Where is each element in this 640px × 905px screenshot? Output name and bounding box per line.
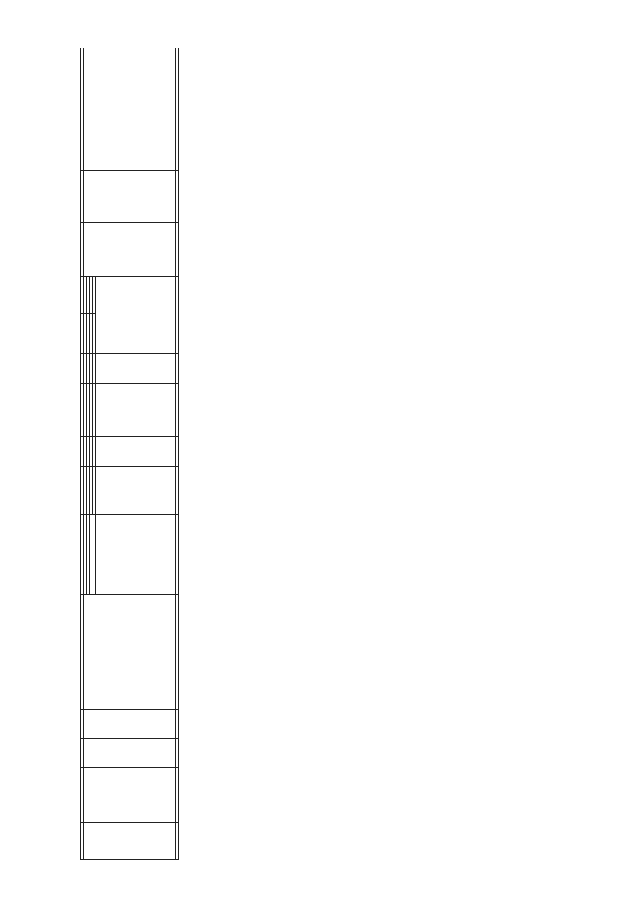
value-cell bbox=[96, 384, 176, 437]
norm-b-cell bbox=[84, 710, 176, 739]
district-cell bbox=[176, 823, 179, 860]
value-cell bbox=[96, 467, 176, 515]
rotated-table-area bbox=[80, 48, 640, 860]
value-cell bbox=[96, 437, 176, 467]
rate-cell bbox=[176, 171, 179, 223]
settlement-cell bbox=[84, 768, 176, 823]
service-name-cell bbox=[176, 515, 179, 595]
building-type-cell bbox=[176, 595, 179, 710]
district-cell bbox=[84, 823, 176, 860]
value-cell bbox=[96, 354, 176, 384]
norm-b-cell bbox=[176, 710, 179, 739]
value-cell bbox=[176, 354, 179, 384]
value-cell bbox=[96, 277, 176, 354]
value-cell bbox=[176, 384, 179, 437]
table-row bbox=[176, 48, 179, 860]
value-cell bbox=[176, 437, 179, 467]
norm-a-cell bbox=[176, 739, 179, 768]
tariff-table-wrapper bbox=[80, 48, 640, 860]
building-type-cell bbox=[84, 595, 176, 710]
settlement-cell bbox=[176, 768, 179, 823]
decision-cell bbox=[176, 48, 179, 171]
norm-a-cell bbox=[84, 739, 176, 768]
service-name-cell bbox=[96, 515, 176, 595]
value-cell bbox=[176, 467, 179, 515]
rate-cell bbox=[84, 171, 176, 223]
area-cell bbox=[84, 223, 176, 277]
tariff-table bbox=[80, 48, 179, 860]
value-cell bbox=[176, 277, 179, 354]
decision-cell bbox=[84, 48, 176, 171]
area-cell bbox=[176, 223, 179, 277]
